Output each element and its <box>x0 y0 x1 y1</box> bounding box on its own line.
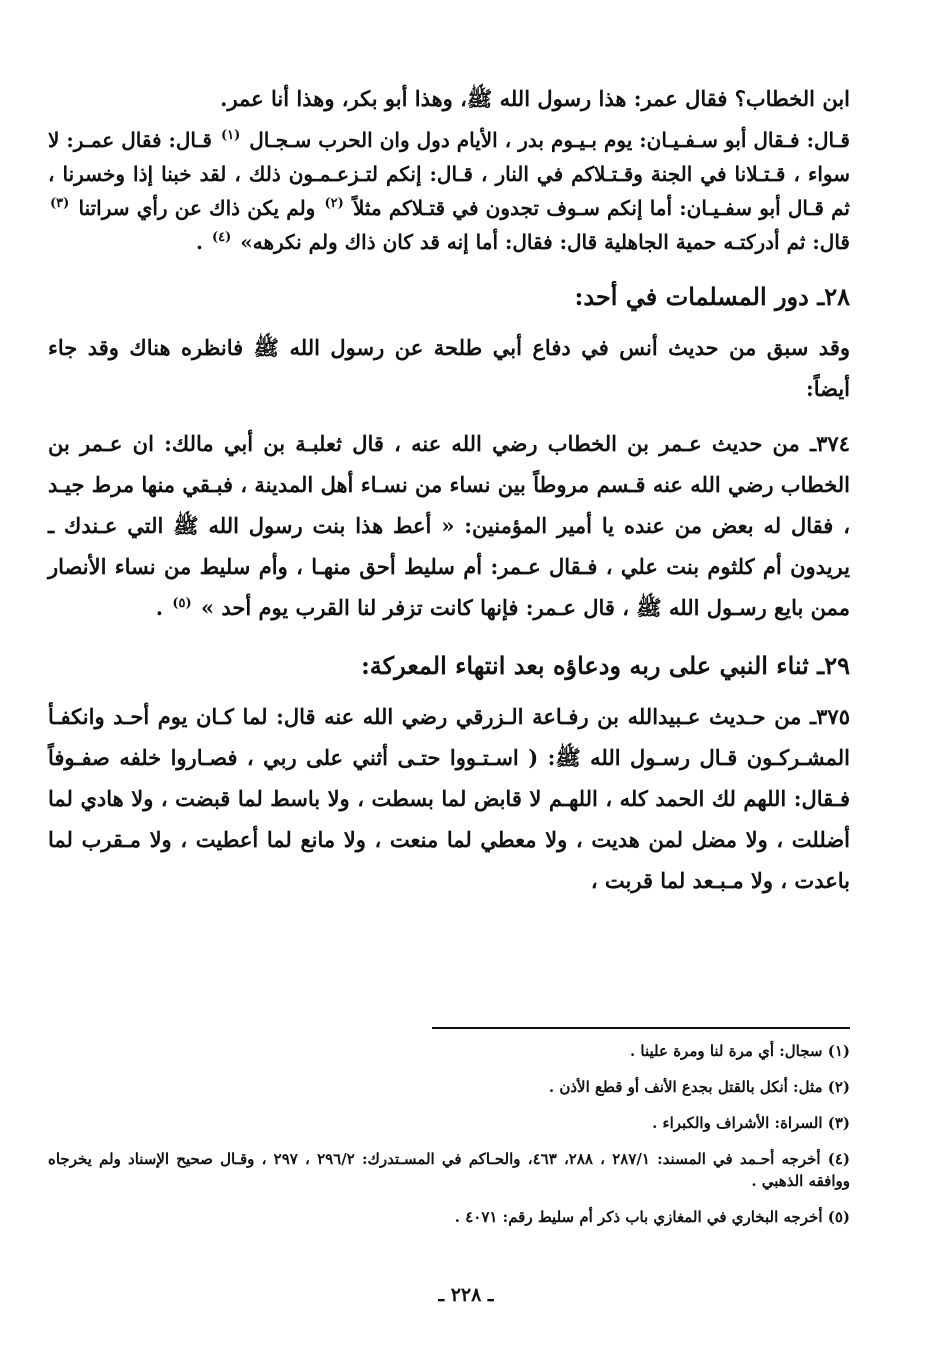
footnote-divider <box>432 1027 850 1029</box>
dialogue-part-1: قـال: فـقال أبو سـفـيـان: يوم بـيـوم بدر ، الأيام دول وان الحرب سـجـال <box>249 128 850 152</box>
intro-line <box>48 78 850 119</box>
dialogue-part-4: قال: ثم أدركتـه حمية الجاهلية قال: فقال: أما إنه قد كان ذاك ولم نكرهه» <box>240 230 850 254</box>
footnote-ref-3[interactable]: (٣) <box>50 196 70 212</box>
section-28-paragraph <box>48 327 850 409</box>
intro-text: ابن الخطاب؟ فقال عمر: هذا رسول الله ﷺ، وهذا أبو بكر، وهذا أنا عمر. <box>220 86 850 111</box>
dialogue-paragraph <box>48 123 850 259</box>
hadith-375-text: ٣٧٥ـ من حـديث عـبيدالله بن رفـاعة الـزرقي رضي الله عنه قال: لما كـان يوم أحـد وانكفـأ المشـركـون قـال رسـول الله ﷺ: ( اسـتـووا حتـى أثني على ربي ، فصـاروا خلفه صفـوفاً فـقال: اللهم لك الحمد كله ، اللهـم لا قابض لما بسطت ، ولا باسط لما قبضت ، ولا هادي لما أضللت ، ولا مضل لمن هديت ، ولا معطي لما منعت ، ولا مانع لما أعطيت ، ولا مـقرب لما باعدت ، ولا مـبـعد لما قربت ، <box>48 704 850 893</box>
dialogue-part-2: قـال: فقال عمـر: لا سواء ، قـتـلانا في الجنة وقـتـلاكم في النار ، قـال: إنكم لتـزعـمـون ذلك ، لقد خبنا إذا وخسرنا ، ثم قـال أبو سفـيـان: أما إنكم سـوف تجدون في قتـلاكم مثلاً <box>48 128 850 220</box>
hadith-374-text: ٣٧٤ـ من حديث عـمر بن الخطاب رضي الله عنه ، قال ثعلبـة بن أبي مالك: ان عـمر بن الخطاب رضي الله عنه قـسم مروطاً بين نساء من نسـاء أهل المدينة ، فبـقي منها مرط جيـد ، فقال له بعض من عنده يا أمير المؤمنين: « أعط هذا بنت رسول الله ﷺ التي عـندك ـ يريدون أم كلثوم بنت علي ، فـقال عـمر: أم سليط أحق منهـا ، وأم سليط من نساء الأنصار ممن بايع رسـول الله ﷺ ، قال عـمر: فإنها كانت تزفر لنا القرب يوم أحد » <box>48 431 850 620</box>
hadith-374-paragraph <box>48 423 850 628</box>
section-29-heading: ٢٩ـ ثناء النبي على ربه ودعاؤه بعد انتهاء المعركة: <box>360 651 850 680</box>
footnote-ref-2[interactable]: (٢) <box>324 196 344 212</box>
hadith-374-end: . <box>155 595 164 620</box>
footnote-3: (٣) السراة: الأشراف والكبراء . <box>652 1114 850 1132</box>
footnote-4: (٤) أخرجه أحـمد في المسند: ٢٨٧/١ ، ٢٨٨، ٤٦٣، والحـاكم في المسـتدرك: ٢٩٦/٢ ، ٢٩٧ ، وقـال صحيح الإسناد ولم يخرجاه ووافقه الذهبي . <box>48 1150 851 1190</box>
section-28-heading: ٢٨ـ دور المسلمات في أحد: <box>574 282 850 311</box>
footnote-ref-1[interactable]: (١) <box>220 128 241 144</box>
hadith-375-paragraph <box>48 696 850 901</box>
footnote-ref-5[interactable]: (٥) <box>172 596 192 611</box>
dialogue-part-5: . <box>196 230 204 254</box>
footnote-2: (٢) مثل: أنكل بالقتل بجدع الأنف أو قطع الأذن . <box>548 1078 850 1096</box>
footnote-ref-4[interactable]: (٤) <box>211 230 232 246</box>
section-28-text: وقد سبق من حديث أنس في دفاع أبي طلحة عن رسول الله ﷺ فانظره هناك وقد جاء أيضاً: <box>48 335 850 401</box>
footnote-5: (٥) أخرجه البخاري في المغازي باب ذكر أم سليط رقم: ٤٠٧١ . <box>454 1208 850 1226</box>
footnote-1: (١) سجال: أي مرة لنا ومرة علينا . <box>629 1042 850 1060</box>
dialogue-part-3: ولم يكن ذاك عن رأي سراتنا <box>78 196 316 220</box>
footnotes <box>48 1040 850 1242</box>
page-number: ـ ٢٢٨ ـ <box>438 1284 494 1306</box>
